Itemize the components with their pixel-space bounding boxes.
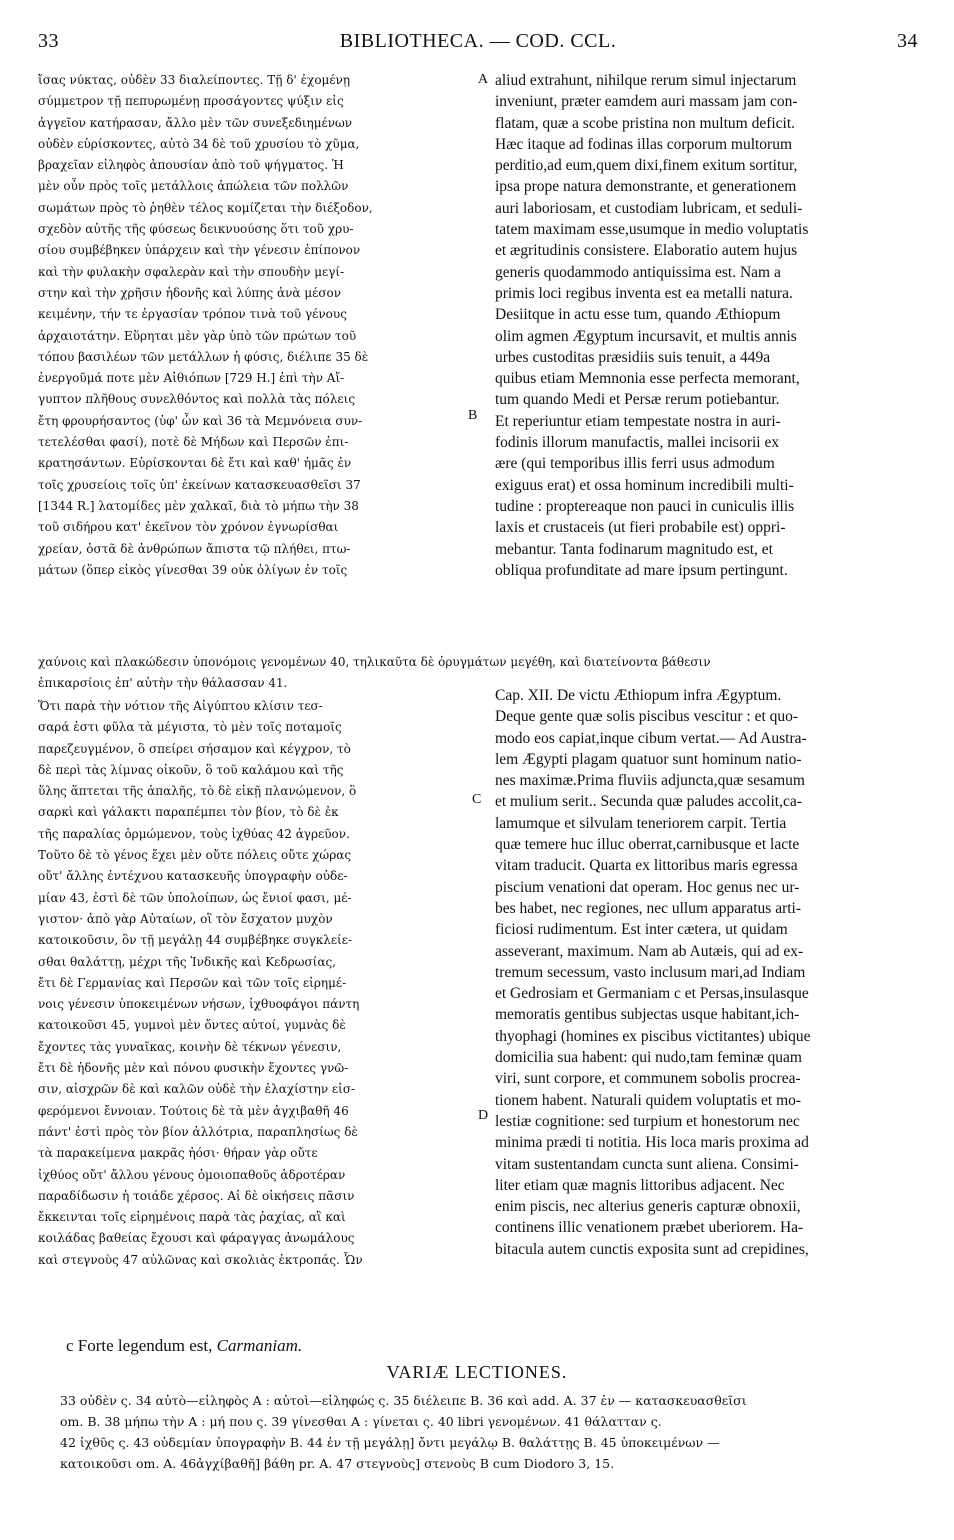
greek-line: Τοῦτο δὲ τὸ γένος ἔχει μὲν οὔτε πόλεις οὔτε χώρας: [38, 848, 352, 863]
greek-line: παραδίδωσιν ἡ τοιάδε χέρσος. Αἱ δὲ οἰκήσεις πᾶσιν: [38, 1188, 355, 1203]
greek-line: ἔτη φρουρήσαντος (ὑφ' ὧν καὶ 36 τὰ Μεμνόνεια συν-: [38, 413, 363, 428]
margin-letter-d: D: [478, 1108, 489, 1123]
latin-line: quibus etiam Memnonia esse perfecta memorant,: [495, 370, 800, 388]
latin-column-bottom: [495, 685, 919, 1260]
greek-line: δὲ περὶ τὰς λίμνας οἰκοῦν, ὃ τοῦ καλάμου καὶ τῆς: [38, 762, 344, 777]
greek-line: ἐνεργοῦμά ποτε μὲν Αἰθιόπων [729 H.] ἐπὶ τὴν Αἴ-: [38, 371, 345, 386]
greek-line: τὰ παρακείμενα μακρᾶς ἠόσι· θήραν γὰρ οὔτε: [38, 1146, 318, 1161]
latin-line: flatam, quæ a scobe pristina non multum deficit.: [495, 114, 796, 132]
greek-line: κειμένην, τήν τε ἐργασίαν τρόπον τινὰ τοῦ γένους: [38, 307, 347, 322]
latin-line: minima prædi ti notitia. His loca maris proxima ad: [495, 1134, 809, 1152]
greek-line: χαύνοις καὶ πλακώδεσιν ὑπονόμοις γενομένων 40, τηλικαῦτα δὲ ὀρυγμάτων μεγέθη, καὶ διατείνοντα βάθεσιν: [38, 655, 711, 669]
greek-line: σιν, αἰσχρῶν δὲ καὶ καλῶν οὐδὲ τὴν ἐλαχίστην εἰσ-: [38, 1082, 356, 1097]
greek-line: ἔτι δὲ ἡδονῆς μὲν καὶ πόνου φυσικὴν ἔχοντες γνῶ-: [38, 1061, 349, 1076]
variant-line: κατοικοῦσι om. A. 46ἀγχίβαθῆ] βάθη pr. A. 47 στεγνοὺς] στενοὺς B cum Diodoro 3, 15.: [60, 1456, 615, 1471]
greek-line: κατοικοῦσι 45, γυμνοὶ μὲν ὄντες αὐτοί, γυμνὰς δὲ: [38, 1018, 346, 1033]
latin-line: bes habet, nec regiones, nec ullum apparatus arti-: [495, 899, 802, 917]
latin-line: Desiitque in actu esse tum, quando Æthiopum: [495, 306, 781, 324]
greek-line: τοῖς χρυσείοις τοῖς ὑπ' ἐκείνων κατασκευασθεῖσι 37: [38, 477, 361, 492]
latin-line: lestiæ cognitione: sed turpium et honestorum nec: [495, 1112, 800, 1130]
greek-line: πάντ' ἐστὶ πρὸς τὸν βίον ἀλλότρια, παραπλησίως δὲ: [38, 1124, 358, 1139]
latin-line: vitam sustentandam cuncta sunt aliena. Consimi-: [495, 1155, 799, 1173]
latin-line: enim piscis, nec alterius generis capturæ obnoxii,: [495, 1198, 801, 1216]
footnote-text: c Forte legendum est,: [66, 1336, 217, 1355]
greek-line: μίαν 43, ἐστὶ δὲ τῶν ὑπολοίπων, ὡς ἔνιοί φασι, μέ-: [38, 890, 352, 905]
page-number-left: 33: [38, 30, 59, 52]
greek-line: κρατησάντων. Εὑρίσκονται δὲ ἔτι καὶ καθ' ἡμᾶς ἐν: [38, 456, 352, 471]
greek-line: μάτων (ὅπερ εἰκὸς γίνεσθαι 39 οὐκ ὀλίγων ἐν τοῖς: [38, 562, 348, 577]
greek-line: γυπτον πλῆθους συνελθόντος καὶ πολλὰ τὰς πόλεις: [38, 392, 356, 407]
latin-line: inveniunt, præter eamdem auri massam jam con-: [495, 93, 798, 111]
running-header: [38, 30, 918, 60]
latin-line: olim agmen Ægyptum incursavit, et multis annis: [495, 327, 797, 345]
latin-line: aliud extrahunt, nihilque rerum simul injectarum: [495, 72, 797, 89]
greek-line: σαρκὶ καὶ γάλακτι παραπέμπει τὸν βίον, τὸ δὲ ἐκ: [38, 805, 339, 820]
greek-line: τετελέσθαι φασί), ποτὲ δὲ Μήδων καὶ Περσῶν ἐπι-: [38, 435, 349, 450]
latin-line: Deque gente quæ solis piscibus vescitur : et quo-: [495, 708, 799, 726]
latin-line: nes maximæ.Prima fluviis adjuncta,quæ sesamum: [495, 772, 805, 790]
latin-line: tionem habent. Naturali quidem voluptatis et mo-: [495, 1091, 802, 1109]
latin-line: auri laboriosam, et custodiam lubricam, et seduli-: [495, 199, 803, 217]
margin-letter-b: B: [468, 408, 478, 423]
footnote-italic: Carmaniam.: [216, 1336, 303, 1355]
greek-line: ἰχθύος οὔτ' ἄλλου γένους ὁμοιοπαθοῦς ἁδροτέραν: [38, 1167, 346, 1182]
latin-line: obliqua profunditate ad mare ipsum pertingunt.: [495, 561, 788, 579]
greek-line: οὐδὲν εὑρίσκοντες, αὐτὸ 34 δὲ τοῦ χρυσίου τὸ χῦμα,: [38, 136, 360, 151]
greek-line: μὲν οὖν πρὸς τοῖς μετάλλοις ἀπώλεια τῶν πολλῶν: [38, 179, 349, 194]
latin-line: et mulium serit.. Secunda quæ paludes accolit,ca-: [495, 793, 802, 811]
greek-column-top: [38, 70, 483, 581]
latin-line: viri, sunt corpore, et communem sobolis procrea-: [495, 1070, 801, 1088]
latin-line: lem Ægypti plagam quatuor sunt hominum natio-: [495, 750, 802, 768]
greek-line: σαρά ἐστι φῦλα τὰ μέγιστα, τὸ μὲν τοῖς ποταμοῖς: [38, 720, 342, 735]
latin-line: exiguus erat) et ossa hominum incredibili multi-: [495, 476, 794, 494]
latin-line: Et reperiuntur etiam tempestate nostra in auri-: [495, 412, 781, 430]
greek-line: καὶ τὴν φυλακὴν σφαλερὰν καὶ τὴν σπουδὴν μεγί-: [38, 264, 345, 279]
greek-line: ἐπικαρσίοις ἐπ' αὐτὴν τὴν θάλασσαν 41.: [38, 676, 288, 691]
greek-line: σίου συμβέβηκεν ὑπάρχειν καὶ τὴν γένεσιν ἐπίπονον: [38, 243, 361, 258]
latin-line: ficiosi rudimentum. Est inter cætera, ut quidam: [495, 921, 788, 939]
page-number-right: 34: [897, 30, 918, 52]
greek-column-bottom: [38, 696, 483, 1271]
greek-line: χρείαν, ὀστᾶ δὲ ἀνθρώπων ἄπιστα τῷ πλήθει, πτω-: [38, 541, 351, 556]
latin-line: urbes custoditas præsidiis suis tenuit, a 449a: [495, 348, 771, 366]
latin-line: perditio,ad eum,quem dixi,finem exitum sortitur,: [495, 157, 798, 175]
greek-line: οὔτ' ἄλλης ἐντέχνου κατασκευῆς ὑπογραφὴν οὐδε-: [38, 869, 348, 884]
greek-line: [1344 R.] λατομίδες μὲν χαλκαῖ, διὰ τὸ μήπω τὴν 38: [38, 498, 359, 513]
latin-line: Cap. XII. De victu Æthiopum infra Ægyptum.: [495, 687, 782, 704]
latin-line: et ægritudinis consistere. Elaboratio autem hujus: [495, 242, 798, 260]
greek-line: τόπου βασιλέων τῶν μετάλλων ἡ φύσις, διέλιπε 35 δὲ: [38, 349, 369, 364]
latin-line: et Gedrosiam et Germaniam c et Persas,insulasque: [495, 985, 809, 1003]
latin-line: tudine : proptereaque non pauci in cuniculis illis: [495, 497, 795, 515]
variant-line: 42 ἰχθῦς ς. 43 οὐδεμίαν ὑπογραφὴν B. 44 ἐν τῇ μεγάλῃ] ὄντι μεγάλῳ B. θαλάττῃς B. 45 ὑποκειμένων —: [60, 1435, 720, 1450]
greek-line: τοῦ σιδήρου κατ' ἐκεῖνον τὸν χρόνον ἐγνωρίσθαι: [38, 520, 339, 535]
greek-line: καὶ στεγνοὺς 47 αὐλῶνας καὶ σκολιὰς ἐκτροπάς. Ὧν: [38, 1252, 363, 1267]
greek-line: κατοικοῦσιν, ὃν τῇ μεγάλῃ 44 συμβέβηκε συγκλείε-: [38, 933, 353, 948]
greek-line: ἀγγεῖον κατήρασαν, ἄλλο μὲν τῶν συνεξεδιημένων: [38, 115, 353, 130]
variant-line: om. B. 38 μήπω τὴν A : μή που ς. 39 γίνεσθαι A : γίνεται ς. 40 libri γενομένων. 41 θάλατταν ς.: [60, 1414, 662, 1429]
greek-line: νοις γένεσιν ὑποκειμένων νήσων, ἰχθυοφάγοι πάντη: [38, 997, 360, 1012]
greek-line: ἔτι δὲ Γερμανίας καὶ Περσῶν καὶ τῶν τοῖς εἰρημέ-: [38, 975, 347, 990]
greek-line: ὕλης ἅπτεται τῆς ἁπαλῆς, τὸ δὲ εἰκῇ πλανώμενον, ὃ: [38, 784, 357, 799]
margin-letter-c: C: [472, 792, 482, 807]
greek-line: ἀρχαιοτάτην. Εὕρηται μὲν γὰρ ὑπὸ τῶν πρώτων τοῦ: [38, 328, 357, 343]
latin-line: quæ temere huc illuc oberrat,carnibusque et lacte: [495, 836, 800, 854]
greek-line: Ὅτι παρὰ τὴν νότιον τῆς Αἰγύπτου κλίσιν τεσ-: [38, 699, 323, 713]
latin-line: memoratis gentibus subjectas usque habitant,ich-: [495, 1006, 800, 1024]
greek-line: σύμμετρον τῇ πεπυρωμένῃ προσάγοντες ψύξιν εἰς: [38, 94, 344, 109]
latin-line: continens illic venationem præbet uberiorem. Ha-: [495, 1219, 804, 1237]
latin-line: vitam traducit. Quarta ex littoribus maris egressa: [495, 857, 798, 875]
latin-line: thyophagi (homines ex piscibus victitantes) ubique: [495, 1027, 811, 1045]
latin-line: lamumque et silvulam teneriorem carpit. Tertia: [495, 814, 787, 832]
latin-line: Hæc itaque ad fodinas illas corporum multorum: [495, 135, 793, 153]
greek-line: γιστον· ἀπὸ γὰρ Αὐταίων, οἳ τὸν ἔσχατον μυχὸν: [38, 911, 333, 926]
variant-line: 33 οὐδὲν ς. 34 αὐτὸ—εἰληφὸς A : αὐτοὶ—εἰληφώς ς. 35 διέλειπε B. 36 καὶ add. A. 37 ἐν — κατασκευασθεῖσι: [60, 1393, 747, 1408]
greek-line: φερόμενοι ἔννοιαν. Τούτοις δὲ τὰ μὲν ἀγχιβαθῆ 46: [38, 1103, 349, 1118]
latin-line: mebantur. Tanta fodinarum magnitudo est, et: [495, 540, 773, 558]
latin-line: liter etiam quæ magnis littoribus adjacent. Nec: [495, 1176, 785, 1194]
greek-line: σωμάτων πρὸς τὸ ῥηθὲν τέλος κομίζεται τὴν διέξοδον,: [38, 200, 373, 215]
greek-line: σθαι θαλάττῃ, μέχρι τῆς Ἰνδικῆς καὶ Κεδρωσίας,: [38, 954, 337, 969]
latin-line: tum quando Medi et Persæ rerum potiebantur.: [495, 391, 780, 409]
latin-line: bitacula autem cunctis exposita sunt ad crepidines,: [495, 1240, 809, 1258]
latin-line: asseverant, maximum. Nam ab Autæis, qui ad ex-: [495, 942, 804, 960]
latin-line: tatem maximam esse,usumque in medio voluptatis: [495, 221, 809, 239]
latin-line: ipsa prope natura demonstrante, et generationem: [495, 178, 797, 196]
greek-line: ἔχοντες τὰς γυναῖκας, κοινὴν δὲ τέκνων γένεσιν,: [38, 1039, 342, 1054]
footnote: [66, 1336, 302, 1356]
greek-line: παρεζευγμένον, ὃ σπείρει σήσαμον καὶ κέγχρον, τὸ: [38, 741, 351, 756]
greek-line: ἔκκεινται τοῖς εἰρημένοις παρὰ τὰς ῥαχίας, αἳ καὶ: [38, 1210, 346, 1225]
running-title: BIBLIOTHECA. — COD. CCL.: [339, 30, 617, 52]
latin-line: ære (qui temporibus illis ferri usus admodum: [495, 455, 775, 473]
latin-line: domicilia sua habent: qui nudo,tam feminæ quam: [495, 1049, 802, 1067]
latin-line: tremum secessum, vasto inclusum mari,ad Indiam: [495, 963, 806, 981]
greek-line: ἴσας νύκτας, οὐδὲν 33 διαλείποντες. Τῇ δ' ἐχομένῃ: [38, 73, 351, 87]
variae-lectiones: [60, 1390, 920, 1474]
variae-lectiones-title: VARIÆ LECTIONES.: [386, 1362, 568, 1382]
latin-line: laxis et crustaceis (ut fieri probabile est) oppri-: [495, 519, 786, 537]
latin-line: modo eos capiat,inque cibum vertat.— Ad Austra-: [495, 729, 807, 747]
latin-line: primis loci regibus inventa est ea metalli natura.: [495, 284, 793, 302]
latin-line: piscium venationi dat operam. Hoc genus nec ur-: [495, 878, 800, 896]
latin-line: generis quodammodo antiquissima est. Nam a: [495, 263, 781, 281]
greek-line: τῆς παραλίας ὁρμώμενον, τοὺς ἰχθύας 42 ἀγρεῦον.: [38, 826, 350, 841]
greek-line: στην καὶ τὴν χρῆσιν ἡδονῆς καὶ λύπης ἀνὰ μέσον: [38, 285, 342, 300]
latin-column-top: [495, 70, 919, 581]
greek-line: κοιλάδας βαθείας ἔχουσι καὶ φάραγγας ἀνωμάλους: [38, 1231, 355, 1246]
greek-line: σχεδὸν αὐτῆς τῆς φύσεως δεικνυούσης ὅτι τοῦ χρυ-: [38, 222, 354, 237]
greek-line: βραχεῖαν εἰληφὸς ἀπουσίαν ἀπὸ τοῦ ψήγματος. Ἡ: [38, 158, 344, 173]
margin-letter-a: A: [478, 72, 489, 87]
latin-line: fodinis illorum manufactis, mallei incisorii ex: [495, 434, 780, 452]
